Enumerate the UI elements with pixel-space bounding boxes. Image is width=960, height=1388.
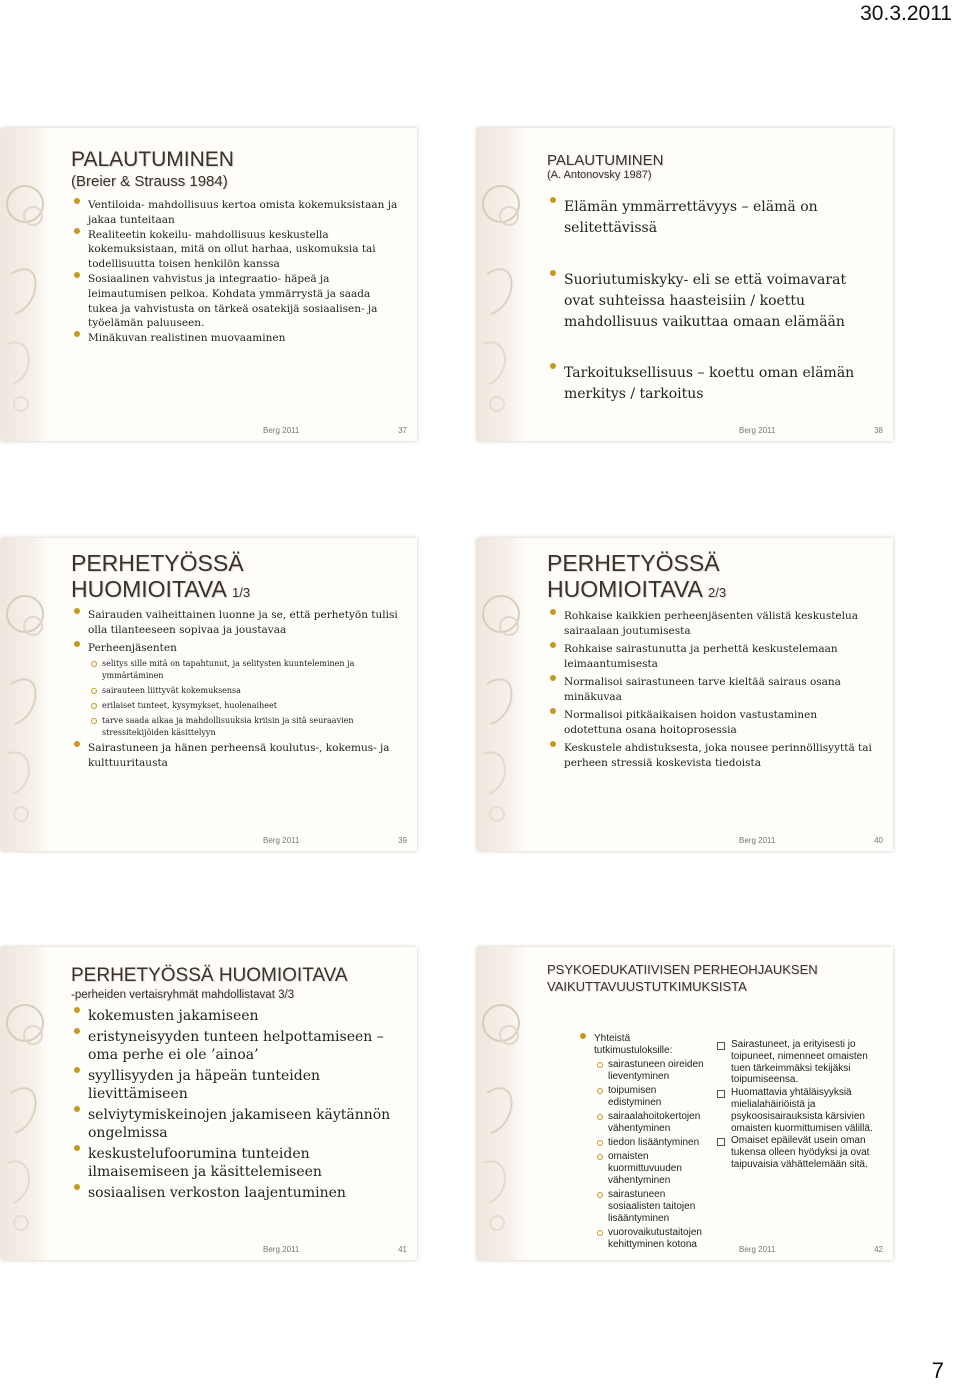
sub-list-item: tarve saada aikaa ja mahdollisuuksia kriisin ja sitä seuraavien stressitekijöiden käsittelyyn (88, 715, 399, 739)
slide-number: 41 (398, 1245, 407, 1254)
checkbox-list-item: Sairastuneet, ja erityisesti jo toipuneet, nimenneet omaisten tuen tärkeimmäksi tekijäksi toipumiseensa. (717, 1039, 877, 1086)
list-item: Keskustele ahdistuksesta, joka nousee perinnöllisyyttä tai perheen stressiä koskevista tiedoista (547, 741, 875, 771)
swirl-decoration-icon (479, 164, 539, 424)
slide-title-line2 (547, 576, 875, 606)
slide-footer-author: Berg 2011 (263, 836, 300, 845)
list-item: Suoriutumiskyky- eli se että voimavarat ovat suhteissa haasteisiin / koettu mahdollisuus vaikuttaa omaan elämään (547, 270, 875, 333)
list-item (71, 641, 399, 739)
sub-list-item: sairastuneen oireiden lieventyminen (594, 1059, 707, 1083)
list-item: Elämän ymmärrettävyys – elämä on selitettävissä (547, 197, 875, 239)
list-item: selviytymiskeinojen jakamiseen käytännön ongelmissa (71, 1106, 399, 1142)
list-item: Sairauden vaiheittainen luonne ja se, että perhetyön tulisi olla tilanteeseen sopivaa ja joustavaa (71, 608, 399, 638)
slide-number: 42 (874, 1245, 883, 1254)
slide-footer-author: Berg 2011 (739, 426, 776, 435)
slide-title-text: HUOMIOITAVA (71, 576, 226, 602)
list-item: sosiaalisen verkoston laajentuminen (71, 1184, 399, 1202)
list-item: Sairastuneen ja hänen perheensä koulutus-, kokemus- ja kulttuuritausta (71, 741, 399, 771)
list-item: Ventiloida- mahdollisuus kertoa omista kokemuksistaan ja jakaa tunteitaan (71, 198, 399, 228)
slide-title-suffix: 2/3 (708, 585, 727, 600)
list-item: Sosiaalinen vahvistus ja integraatio- häpeä ja leimautumisen pelkoa. Kohdata ymmärrystä ja saada tukea ja vahvistusta on tärkeä osatekijä sosiaalisen- ja työelämän paluuseen. (71, 272, 399, 331)
slide-37 (1, 128, 417, 441)
slide-number: 37 (398, 426, 407, 435)
slide-title-line1: PERHETYÖSSÄ (547, 550, 720, 576)
slide-footer-author: Berg 2011 (263, 1245, 300, 1254)
list-item: Rohkaise sairastunutta ja perhettä keskustelemaan leimaantumisesta (547, 642, 875, 672)
sub-list-item: tiedon lisääntyminen (594, 1137, 707, 1149)
list-item: syyllisyyden ja häpeän tunteiden lievittämiseen (71, 1067, 399, 1103)
list-item: eristyneisyyden tunteen helpottamiseen – oma perhe ei ole ’ainoa’ (71, 1028, 399, 1064)
slide-title: PALAUTUMINEN (71, 148, 234, 171)
sub-list-item: omaisten kuormittuvuuden vähentyminen (594, 1151, 707, 1187)
slide-number: 40 (874, 836, 883, 845)
slide-footer-author: Berg 2011 (263, 426, 300, 435)
swirl-decoration-icon (479, 574, 539, 834)
slide-title: PSYKOEDUKATIIVISEN PERHEOHJAUKSEN VAIKUTTAVUUSTUTKIMUKSISTA (547, 962, 818, 994)
slide-subtitle: (A. Antonovsky 1987) (547, 169, 652, 181)
sub-list-item: selitys sille mitä on tapahtunut, ja selitysten kuunteleminen ja ymmärtäminen (88, 658, 399, 682)
slide-number: 39 (398, 836, 407, 845)
list-item: keskustelufoorumina tunteiden ilmaisemiseen ja käsittelemiseen (71, 1145, 399, 1181)
swirl-decoration-icon (3, 164, 63, 424)
sub-list-item: vuorovaikutustaitojen kehittyminen kotona (594, 1227, 707, 1251)
slide-title: PALAUTUMINEN (547, 152, 664, 169)
checkbox-list-item: Huomattavia yhtäläisyyksiä mielialahäiriöistä ja psykoosisairauksista kärsivien omaisten kuormittumisen välillä. (717, 1087, 877, 1134)
sub-list-item: sairastuneen sosiaalisten taitojen lisääntyminen (594, 1189, 707, 1225)
slide-footer-author: Berg 2011 (739, 1245, 776, 1254)
slide-subtitle: -perheiden vertaisryhmät mahdollistavat 3/3 (71, 989, 295, 1001)
list-item: Tarkoituksellisuus – koettu oman elämän merkitys / tarkoitus (547, 363, 875, 405)
slide-title-suffix: 1/3 (232, 585, 251, 600)
list-heading: Yhteistä tutkimustuloksille: (594, 1033, 673, 1056)
checkbox-list-item: Omaiset epäilevät usein oman tukensa olleen hyödyksi ja ovat taipuvaisia vähättelemään sitä. (717, 1135, 877, 1170)
sub-list-item: erilaiset tunteet, kysymykset, huolenaiheet (88, 700, 399, 712)
slide-title-line2 (71, 576, 399, 606)
list-item-text: Perheenjäsenten (88, 642, 177, 654)
list-item: Normalisoi sairastuneen tarve kieltää sairaus osana minäkuvaa (547, 675, 875, 705)
slide-title: PERHETYÖSSÄ HUOMIOITAVA (71, 965, 348, 986)
slide-title-line1: PERHETYÖSSÄ (71, 550, 244, 576)
slide-title-text: HUOMIOITAVA (547, 576, 702, 602)
swirl-decoration-icon (479, 983, 539, 1243)
list-item: kokemusten jakamiseen (71, 1007, 399, 1025)
page-number: 7 (931, 1358, 944, 1383)
list-item: Realiteetin kokeilu- mahdollisuus keskustella kokemuksistaan, mitä on ollut harhaa, uskomuksia tai todellisuutta toisen henkilön kanssa (71, 228, 399, 272)
slide-40 (477, 538, 893, 851)
list-item (577, 1033, 707, 1251)
page-date: 30.3.2011 (860, 2, 952, 25)
sub-list-item: sairauteen liittyvät kokemuksensa (88, 685, 399, 697)
slide-38 (477, 128, 893, 441)
list-item: Rohkaise kaikkien perheenjäsenten välistä keskustelua sairaalaan joutumisesta (547, 609, 875, 639)
list-item: Normalisoi pitkäaikaisen hoidon vastustaminen odotettuna osana hoitoprosessia (547, 708, 875, 738)
slide-footer-author: Berg 2011 (739, 836, 776, 845)
sub-list-item: sairaalahoitokertojen vähentyminen (594, 1111, 707, 1135)
slide-39 (1, 538, 417, 851)
list-item: Minäkuvan realistinen muovaaminen (71, 331, 399, 346)
swirl-decoration-icon (3, 574, 63, 834)
slide-42 (477, 947, 893, 1260)
slide-subtitle: (Breier & Strauss 1984) (71, 173, 228, 190)
sub-list-item: toipumisen edistyminen (594, 1085, 707, 1109)
slide-number: 38 (874, 426, 883, 435)
slide-41 (1, 947, 417, 1260)
swirl-decoration-icon (3, 983, 63, 1243)
